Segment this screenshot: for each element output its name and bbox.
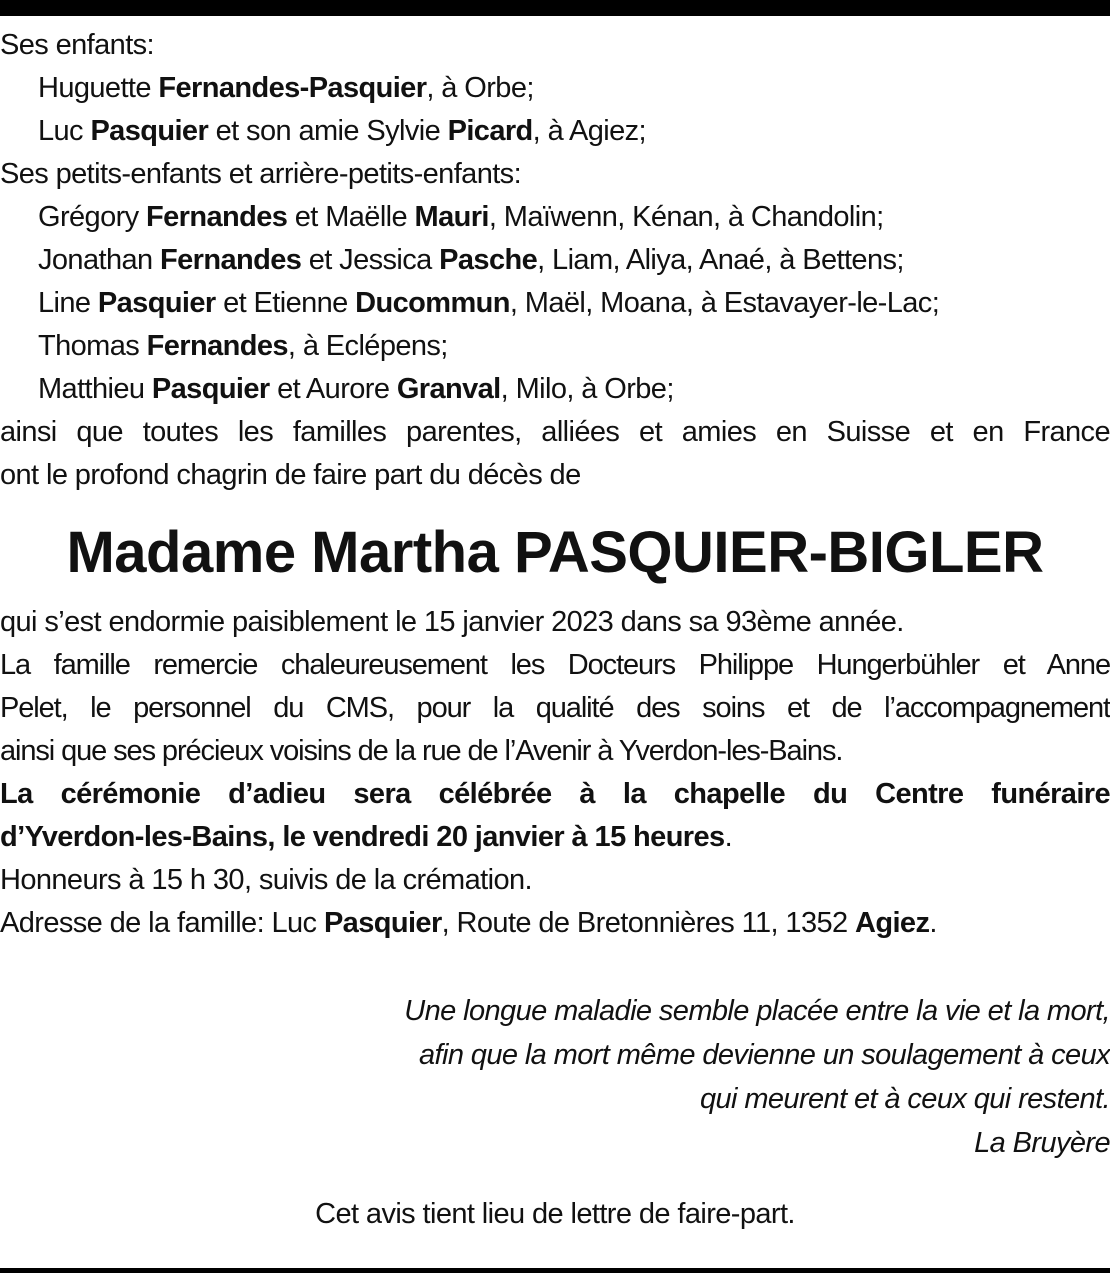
first-name: Luc: [38, 115, 83, 147]
partner-text: et Etienne: [223, 287, 348, 319]
surname: Fernandes: [160, 244, 302, 276]
top-rule: [0, 0, 1110, 16]
address-town: Agiez: [855, 907, 930, 939]
obituary-notice: [0, 24, 1110, 1236]
partner-text: et son amie Sylvie: [215, 115, 441, 147]
ceremony-line-2: [0, 816, 1110, 859]
thanks-line-3: ainsi que ses précieux voisins de la rue de l’Avenir à Yverdon-les-Bains.: [0, 735, 843, 767]
address-street: , Route de Bretonnières 11, 1352: [441, 907, 848, 939]
ceremony-text: La cérémonie d’adieu sera célébrée à la chapelle du Centre funéraire: [0, 778, 1110, 810]
quote-line-2: afin que la mort même devienne un soulagement à ceux: [418, 1039, 1110, 1071]
partner-surname: Ducommun: [355, 287, 510, 319]
ceremony-period: .: [724, 821, 733, 853]
quote-line-1: Une longue maladie semble placée entre la vie et la mort,: [404, 995, 1110, 1027]
families-line: ainsi que toutes les familles parentes, alliées et amies en Suisse et en France: [0, 416, 1110, 448]
quote-author: La Bruyère: [974, 1127, 1110, 1159]
partner-surname: Picard: [447, 115, 533, 147]
first-name: Line: [38, 287, 91, 319]
child-line-1: [0, 67, 1110, 110]
first-name: Grégory: [38, 201, 139, 233]
surname: Pasquier: [151, 373, 270, 405]
location: , à Orbe;: [426, 72, 534, 104]
surname: Fernandes: [146, 330, 288, 362]
address-surname: Pasquier: [323, 907, 442, 939]
bottom-rule: [0, 1268, 1110, 1273]
family-address: [0, 902, 1110, 945]
quote-line-3: qui meurent et à ceux qui restent.: [699, 1083, 1110, 1115]
children-and-location: , Milo, à Orbe;: [500, 373, 674, 405]
passing-line: qui s’est endormie paisiblement le 15 janvier 2023 dans sa 93ème année.: [0, 606, 904, 638]
location: , à Agiez;: [532, 115, 646, 147]
surname: Fernandes-Pasquier: [158, 72, 427, 104]
partner-text: et Jessica: [308, 244, 432, 276]
grandchild-line-5: [0, 368, 1110, 411]
address-end: .: [929, 907, 937, 939]
ceremony-text: d’Yverdon-les-Bains, le vendredi 20 janvier à 15 heures: [0, 821, 725, 853]
child-line-2: [0, 110, 1110, 153]
grandchild-line-2: [0, 239, 1110, 282]
announce-line: ont le profond chagrin de faire part du décès de: [0, 459, 581, 491]
children-and-location: , Maïwenn, Kénan, à Chandolin;: [488, 201, 884, 233]
deceased-name: Madame Martha PASQUIER-BIGLER: [66, 520, 1044, 585]
partner-text: et Aurore: [277, 373, 390, 405]
quotation: [0, 989, 1110, 1165]
surname: Pasquier: [97, 287, 216, 319]
surname: Pasquier: [90, 115, 209, 147]
grandchild-line-1: [0, 196, 1110, 239]
partner-surname: Mauri: [414, 201, 489, 233]
thanks-line-2: Pelet, le personnel du CMS, pour la qualité des soins et de l’accompagnement: [0, 692, 1110, 724]
first-name: Jonathan: [38, 244, 153, 276]
children-header: Ses enfants:: [0, 29, 155, 61]
surname: Fernandes: [146, 201, 288, 233]
address-prefix: Adresse de la famille: Luc: [0, 907, 317, 939]
grandchild-line-3: [0, 282, 1110, 325]
first-name: Huguette: [38, 72, 151, 104]
details-block: [0, 601, 1110, 945]
partner-surname: Pasche: [439, 244, 538, 276]
partner-surname: Granval: [396, 373, 501, 405]
first-name: Thomas: [38, 330, 140, 362]
grandchild-line-4: [0, 325, 1110, 368]
first-name: Matthieu: [38, 373, 145, 405]
children-and-location: , Maël, Moana, à Estavayer-le-Lac;: [509, 287, 940, 319]
ceremony-line-1: [0, 773, 1110, 816]
children-and-location: , Liam, Aliya, Anaé, à Bettens;: [537, 244, 904, 276]
honours-line: Honneurs à 15 h 30, suivis de la crémation.: [0, 864, 532, 896]
closing-line: Cet avis tient lieu de lettre de faire-part.: [315, 1198, 795, 1230]
thanks-line-1: La famille remercie chaleureusement les Docteurs Philippe Hungerbühler et Anne: [0, 649, 1110, 681]
location: , à Eclépens;: [287, 330, 448, 362]
partner-text: et Maëlle: [294, 201, 408, 233]
grandchildren-header: Ses petits-enfants et arrière-petits-enfants:: [0, 158, 522, 190]
